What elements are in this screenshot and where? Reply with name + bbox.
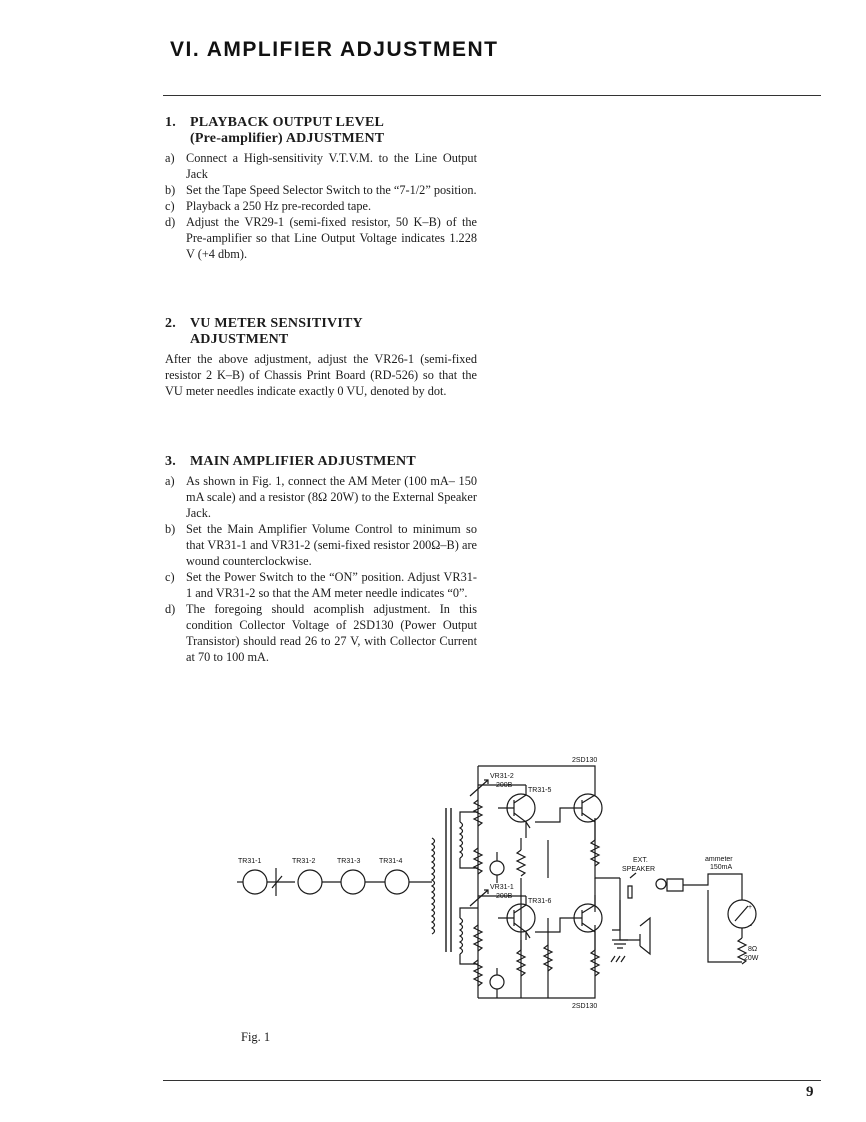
step-item xyxy=(165,521,477,569)
step-text: As shown in Fig. 1, connect the AM Meter (100 mA– 150 mA scale) and a resistor (8Ω 20W) to the External Speaker Jack. xyxy=(186,474,477,520)
step-item xyxy=(165,569,477,601)
step-list xyxy=(165,150,477,262)
section-vu-meter-sensitivity xyxy=(165,316,477,399)
section-main-amplifier-adjustment xyxy=(165,454,477,665)
step-text: Set the Main Amplifier Volume Control to minimum so that VR31-1 and VR31-2 (semi-fixed resistor 200Ω–B) are wound counterclockwise. xyxy=(186,522,477,568)
step-text: Set the Power Switch to the “ON” position. Adjust VR31-1 and VR31-2 so that the AM meter needle indicates “0”. xyxy=(186,570,477,600)
step-item xyxy=(165,198,477,214)
tr31-1-stage xyxy=(243,870,267,894)
label-ammeter-range: 150mA xyxy=(710,864,733,871)
tr31-3-stage xyxy=(341,870,365,894)
label-vr31-2-value: 200B xyxy=(496,782,513,789)
step-text: Adjust the VR29-1 (semi-fixed resistor, 50 K–B) of the Pre-amplifier so that Line Output Voltage indicates 1.228 V (+4 dbm). xyxy=(186,215,477,261)
step-text: The foregoing should acomplish adjustment. In this condition Collector Voltage of 2SD130 (Power Output Transistor) should read 26 to 27 V, with Collector Current at 70 to 100 mA. xyxy=(186,602,477,664)
step-list xyxy=(165,473,477,665)
step-item xyxy=(165,214,477,262)
tr31-4-stage xyxy=(385,870,409,894)
step-text: Set the Tape Speed Selector Switch to the “7-1/2” position. xyxy=(186,183,477,197)
label-vr31-2: VR31-2 xyxy=(490,773,514,780)
section-title: VU METER SENSITIVITY xyxy=(190,316,363,331)
speaker-icon xyxy=(640,918,650,954)
section-subtitle: ADJUSTMENT xyxy=(190,332,289,347)
step-marker: a) xyxy=(165,474,175,488)
label-tr31-3: TR31-3 xyxy=(337,858,361,865)
section-title: MAIN AMPLIFIER ADJUSTMENT xyxy=(190,454,416,469)
step-item xyxy=(165,150,477,182)
label-plus: + xyxy=(748,904,753,911)
section-subtitle: (Pre-amplifier) ADJUSTMENT xyxy=(190,131,385,146)
step-item xyxy=(165,601,477,665)
midpoint-wire xyxy=(595,818,620,878)
label-load-value: 8Ω xyxy=(748,946,758,953)
footer-rule xyxy=(163,1080,821,1081)
step-marker: c) xyxy=(165,199,175,213)
step-marker: b) xyxy=(165,183,176,197)
section-playback-output-level xyxy=(165,115,477,262)
step-marker: a) xyxy=(165,151,175,165)
label-ammeter: ammeter xyxy=(705,856,733,863)
label-minus: − xyxy=(748,923,753,930)
amplifier-schematic xyxy=(225,750,785,1020)
step-item xyxy=(165,473,477,521)
step-marker: c) xyxy=(165,570,175,584)
section-heading xyxy=(165,115,477,147)
label-speaker: SPEAKER xyxy=(622,866,656,873)
label-tr31-1: TR31-1 xyxy=(238,858,262,865)
figure-caption: Fig. 1 xyxy=(241,1030,271,1044)
page-number: 9 xyxy=(806,1084,814,1100)
step-marker: d) xyxy=(165,602,176,616)
section-number: 2. xyxy=(165,316,176,331)
step-marker: d) xyxy=(165,215,176,229)
label-ext: EXT. xyxy=(633,857,648,864)
thermistor-bottom xyxy=(490,975,504,989)
transformer-primary xyxy=(432,838,435,934)
step-text: Connect a High-sensitivity V.T.V.M. to the Line Output Jack xyxy=(186,151,477,181)
thermistor-top xyxy=(490,861,504,875)
label-vr31-1: VR31-1 xyxy=(490,884,514,891)
section-title: PLAYBACK OUTPUT LEVEL xyxy=(190,115,385,130)
section-number: 3. xyxy=(165,454,176,469)
tr31-2-stage xyxy=(298,870,322,894)
step-marker: b) xyxy=(165,522,176,536)
section-paragraph: After the above adjustment, adjust the VR26-1 (semi-fixed resistor 2 K–B) of Chassis Print Board (RD-526) so that the VU meter needles indicate exactly 0 VU, denoted by dot. xyxy=(165,352,477,398)
section-heading xyxy=(165,316,477,348)
step-text: Playback a 250 Hz pre-recorded tape. xyxy=(186,199,372,213)
transformer-secondary-bottom xyxy=(460,918,463,954)
section-number: 1. xyxy=(165,115,176,130)
bottom-rail xyxy=(478,985,595,998)
transformer-core xyxy=(446,808,451,952)
step-item xyxy=(165,182,477,198)
label-tr31-5: TR31-5 xyxy=(528,787,552,794)
header-rule xyxy=(163,95,821,96)
page-title: VI. AMPLIFIER ADJUSTMENT xyxy=(170,38,499,61)
label-2sd130-bottom: 2SD130 xyxy=(572,1003,598,1010)
label-load-power: 20W xyxy=(744,955,759,962)
section-heading xyxy=(165,454,477,470)
label-tr31-4: TR31-4 xyxy=(379,858,403,865)
label-vr31-1-value: 200B xyxy=(496,893,513,900)
label-tr31-6: TR31-6 xyxy=(528,898,552,905)
transformer-secondary-top xyxy=(460,822,463,858)
label-2sd130-top: 2SD130 xyxy=(572,757,598,764)
label-tr31-2: TR31-2 xyxy=(292,858,316,865)
